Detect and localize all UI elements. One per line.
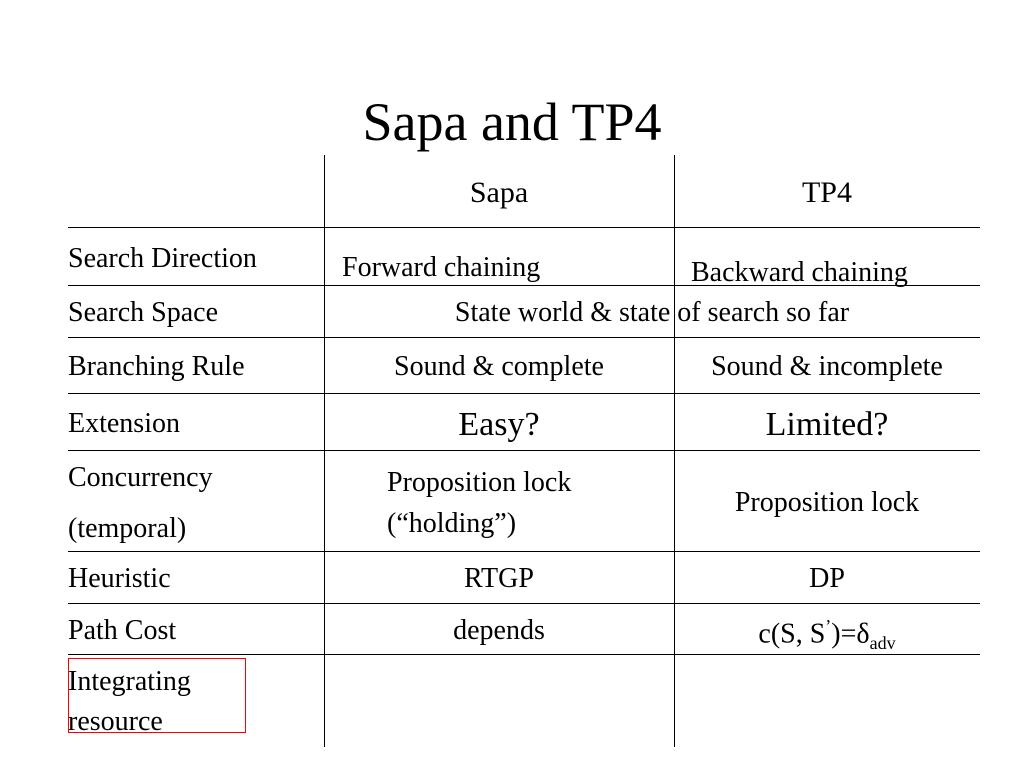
row-label-heuristic: Heuristic	[68, 563, 171, 594]
row-divider	[68, 337, 980, 338]
cell-merged-search-space: State world & state of search so far	[454, 297, 850, 328]
cell-sapa-heuristic: RTGP	[464, 563, 534, 594]
row-divider	[68, 393, 980, 394]
row-divider	[68, 603, 980, 604]
path-cost-formula-delta: )=δ	[831, 618, 870, 650]
row-label-integrating-sub: resource	[68, 706, 163, 737]
column-divider-1	[324, 155, 325, 747]
row-divider	[68, 227, 980, 228]
cell-tp4-search-direction: Backward chaining	[691, 257, 908, 288]
row-divider	[68, 654, 980, 655]
cell-tp4-branching-rule: Sound & incomplete	[711, 351, 943, 382]
cell-sapa-concurrency-line1: Proposition lock	[387, 467, 572, 498]
cell-tp4-extension: Limited?	[765, 406, 889, 443]
cell-sapa-extension: Easy?	[458, 406, 540, 443]
row-label-integrating: Integrating	[68, 666, 191, 697]
path-cost-formula-prime: ’	[825, 616, 832, 636]
cell-tp4-heuristic: DP	[809, 563, 845, 594]
cell-sapa-path-cost: depends	[453, 615, 545, 646]
path-cost-formula-main: c(S, S	[758, 618, 826, 650]
column-divider-2	[674, 155, 675, 747]
row-label-extension: Extension	[68, 408, 180, 439]
path-cost-formula-subscript: adv	[869, 632, 896, 653]
cell-tp4-path-cost	[674, 617, 980, 652]
cell-sapa-search-direction: Forward chaining	[342, 252, 541, 283]
cell-sapa-concurrency-line2: (“holding”)	[387, 508, 517, 539]
row-label-branching-rule: Branching Rule	[68, 351, 245, 382]
row-label-concurrency-sub: (temporal)	[68, 513, 187, 544]
row-divider	[68, 450, 980, 451]
row-label-search-space: Search Space	[68, 297, 219, 328]
header-tp4: TP4	[801, 176, 852, 209]
row-divider	[68, 551, 980, 552]
cell-sapa-branching-rule: Sound & complete	[394, 351, 604, 382]
row-label-path-cost: Path Cost	[68, 615, 177, 646]
cell-tp4-concurrency: Proposition lock	[734, 487, 920, 518]
row-label-search-direction: Search Direction	[68, 243, 257, 274]
row-label-concurrency: Concurrency	[68, 462, 213, 493]
header-sapa: Sapa	[469, 176, 529, 209]
slide-title: Sapa and TP4	[362, 92, 662, 152]
highlight-box	[68, 658, 246, 733]
